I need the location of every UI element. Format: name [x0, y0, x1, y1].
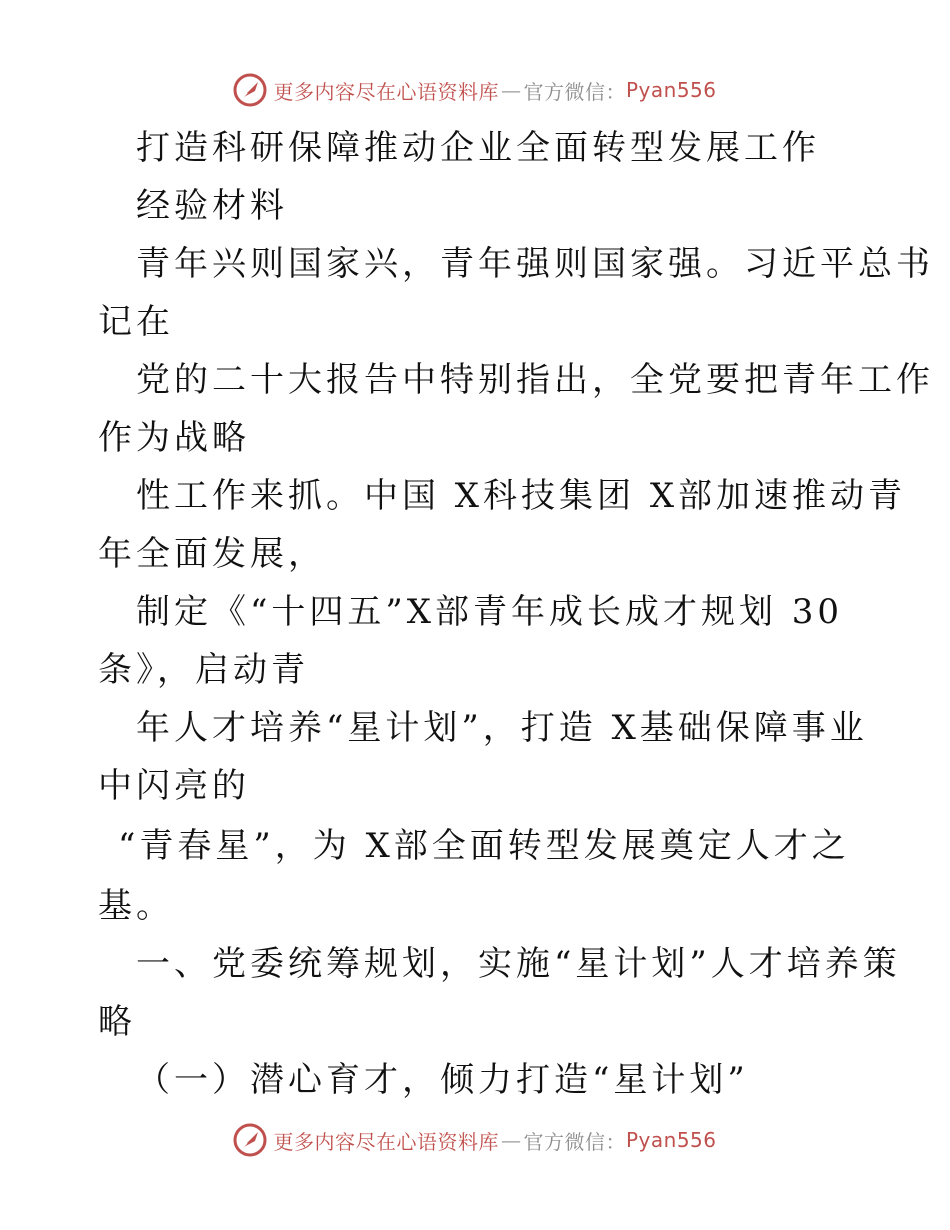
- section-heading-line-2: 略: [98, 1002, 136, 1042]
- section-heading-line-1: 一、党委统筹规划，实施“星计划”人才培养策: [136, 944, 901, 984]
- paragraph-line: 制定《“十四五”X部青年成长成才规划 30: [136, 592, 844, 632]
- quill-logo-icon: [233, 73, 267, 107]
- paragraph-line: 记在: [98, 302, 174, 342]
- quill-logo-icon: [233, 1123, 267, 1157]
- doc-title-line-1: 打造科研保障推动企业全面转型发展工作: [136, 128, 820, 168]
- subsection-heading: （一）潜心育才，倾力打造“星计划”: [136, 1060, 749, 1100]
- watermark-wechat-label: 官方微信：: [523, 79, 626, 104]
- paragraph-line: 性工作来抓。中国 X科技集团 X部加速推动青: [136, 476, 907, 516]
- paragraph-line: 条》，启动青: [98, 650, 309, 690]
- watermark-wechat-label: 官方微信：: [523, 1129, 626, 1154]
- watermark-main-text: 更多内容尽在心语资料库: [273, 1129, 499, 1154]
- paragraph-line: 党的二十大报告中特别指出，全党要把青年工作: [136, 360, 934, 400]
- paragraph-line: 青年兴则国家兴，青年强则国家强。习近平总书: [136, 244, 934, 284]
- watermark-wechat-id: Pyan556: [625, 1128, 717, 1152]
- watermark-dash: —: [500, 1128, 522, 1152]
- paragraph-line: 年全面发展，: [98, 534, 326, 574]
- watermark-wechat-id: Pyan556: [625, 78, 717, 102]
- footer-watermark: [0, 1120, 950, 1160]
- watermark-main-text: 更多内容尽在心语资料库: [273, 79, 499, 104]
- paragraph-line: 作为战略: [98, 418, 250, 458]
- paragraph-line: 中闪亮的: [98, 766, 250, 806]
- doc-title-line-2: 经验材料: [136, 186, 288, 226]
- paragraph-line: 年人才培养“星计划”，打造 X基础保障事业: [136, 708, 868, 748]
- watermark-dash: —: [500, 78, 522, 102]
- paragraph-line: “青春星”，为 X部全面转型发展奠定人才之: [118, 826, 850, 866]
- paragraph-line: 基。: [98, 886, 174, 926]
- header-watermark: [0, 70, 950, 110]
